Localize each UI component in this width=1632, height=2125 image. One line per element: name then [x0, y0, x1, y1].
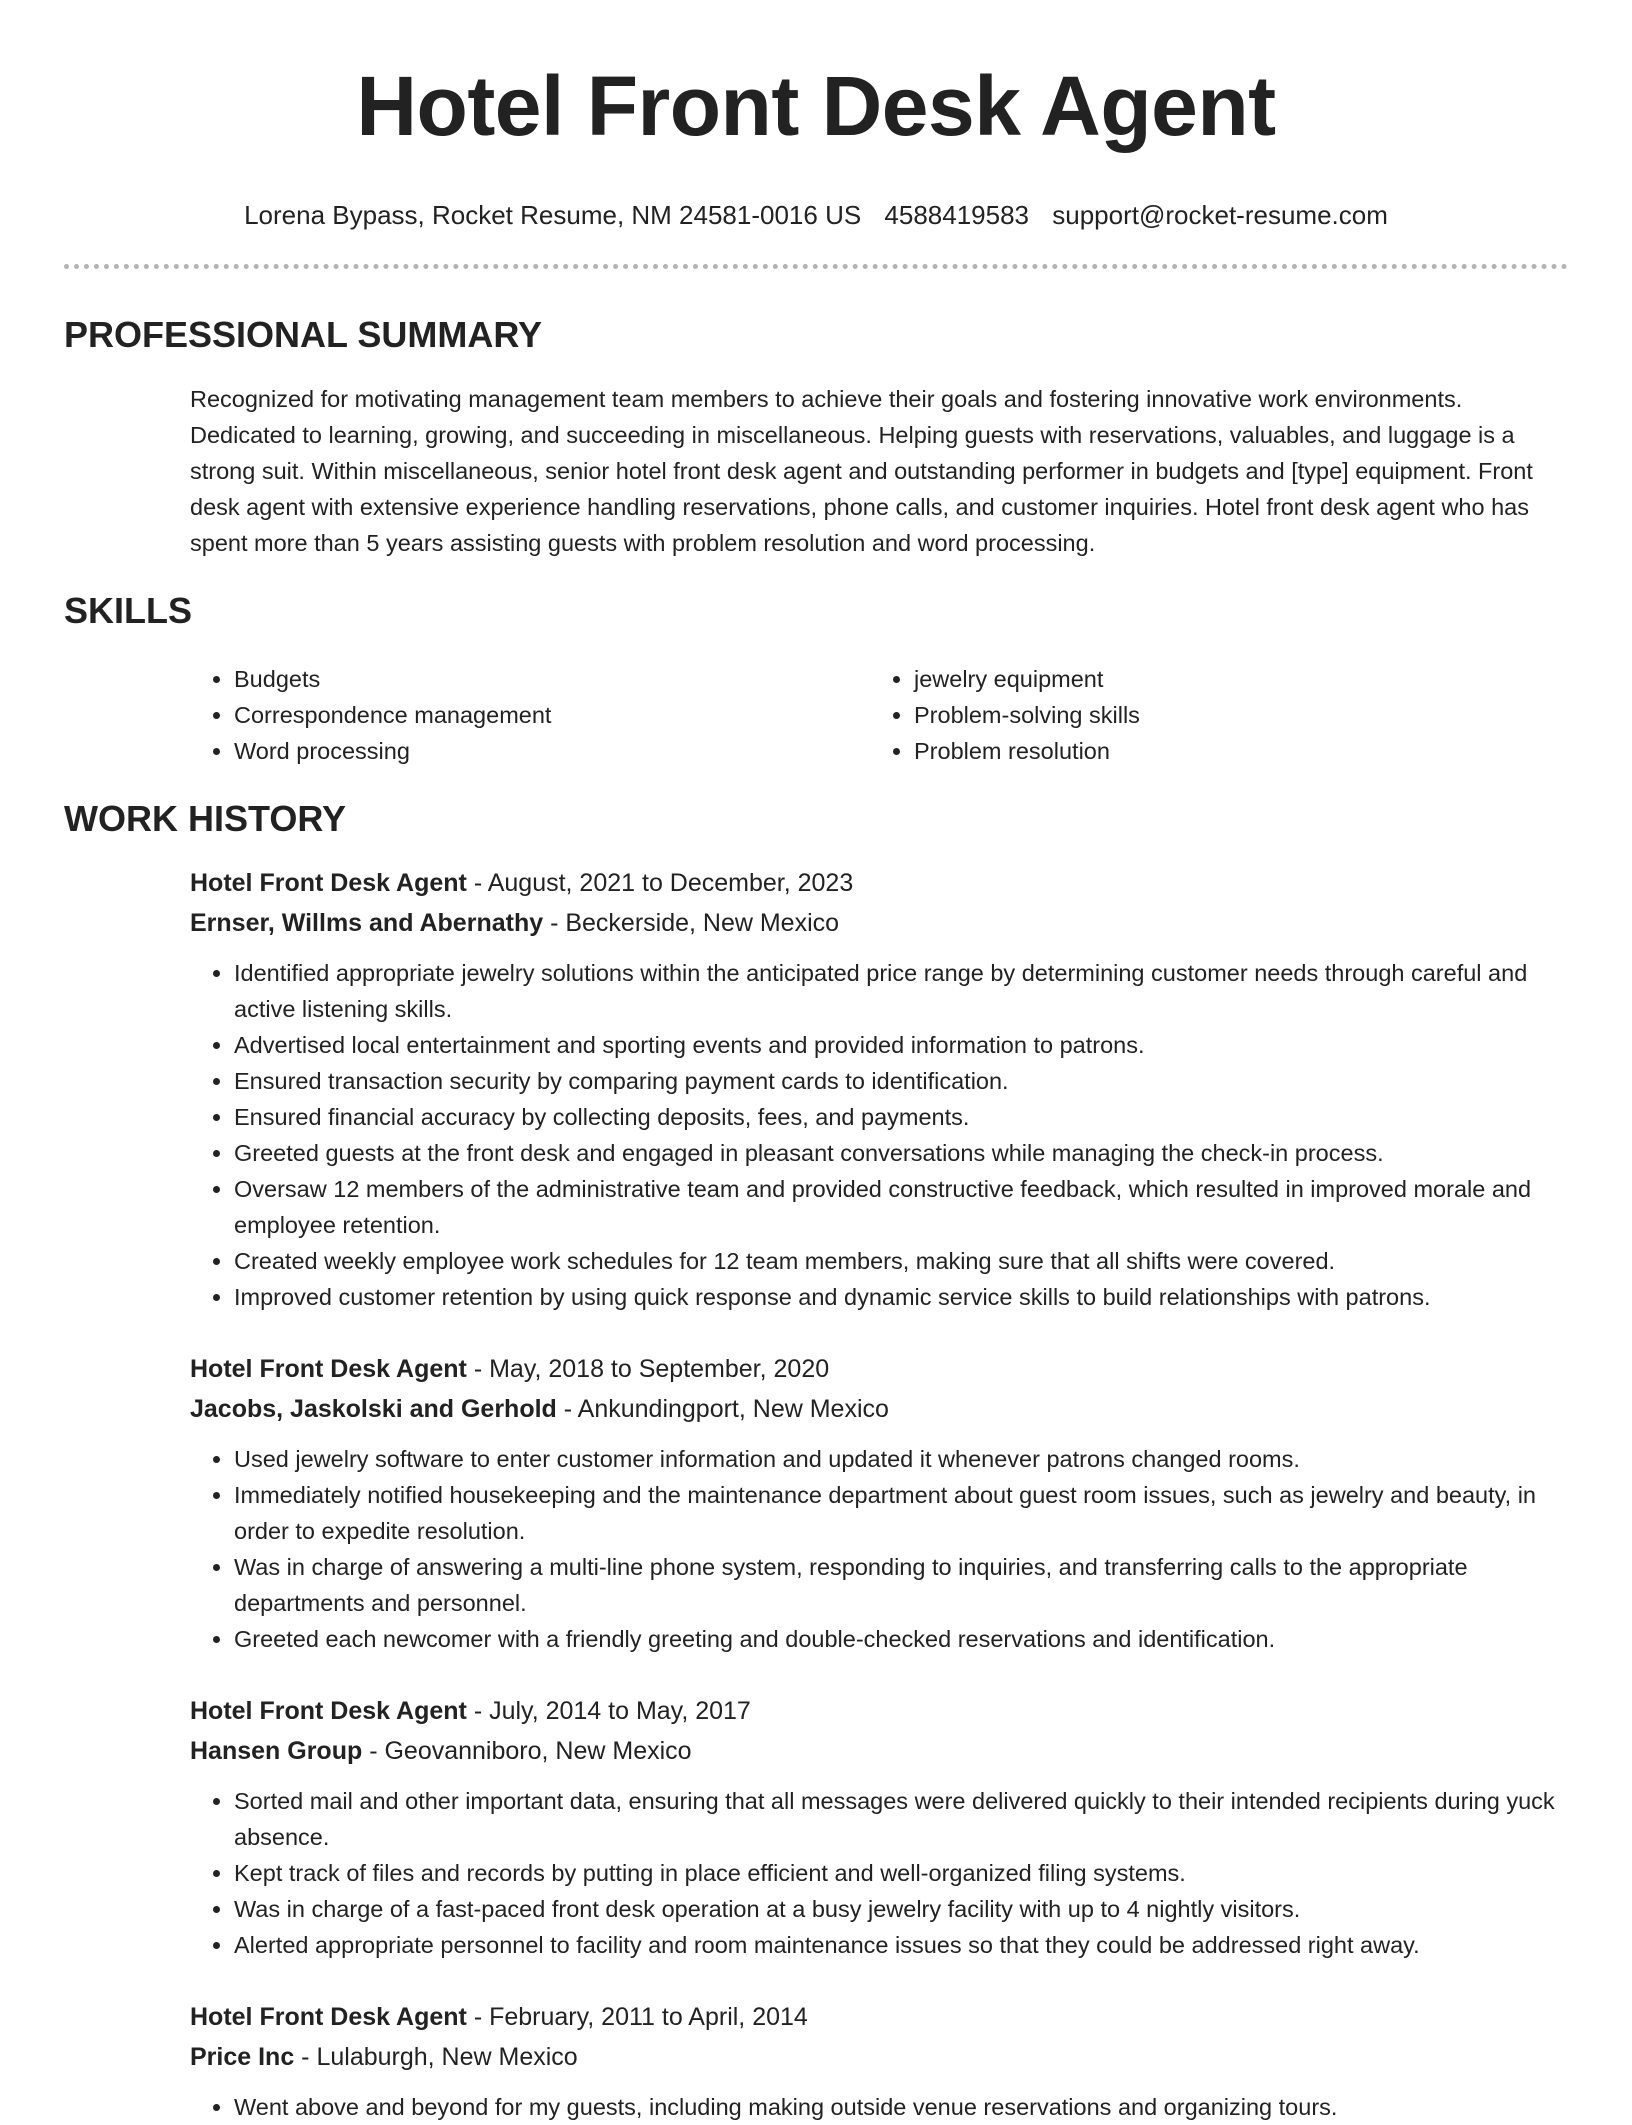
- job-entry: [190, 1349, 1568, 1657]
- job-entry: [190, 1691, 1568, 1963]
- job-bullets: [190, 2089, 1568, 2125]
- job-location: - Ankundingport, New Mexico: [556, 1395, 889, 1423]
- work-history-heading: WORK HISTORY: [64, 798, 347, 839]
- job-company: Ernser, Willms and Abernathy: [190, 909, 544, 937]
- job-bullet: • Was in charge of answering a multi-line phone system, responding to inquiries, and transferring calls to the appropriate departments and personnel.: [234, 1549, 1568, 1621]
- job-entry: [190, 863, 1568, 1315]
- skill-item: • Problem-solving skills: [914, 697, 1550, 733]
- job-bullet: • Alerted appropriate personnel to facility and room maintenance issues so that they could be addressed right away.: [234, 1927, 1568, 1963]
- job-role: Hotel Front Desk Agent: [190, 869, 467, 897]
- summary-text: Recognized for motivating management team members to achieve their goals and fostering innovative work environments. Dedicated to learning, growing, and succeeding in miscellaneous. Helping guests with reservations, valuables, and luggage is a strong suit. Within miscellaneous, senior hotel front desk agent and outstanding performer in budgets and [type] equipment. Front desk agent with extensive experience handling reservations, phone calls, and customer inquiries. Hotel front desk agent who has spent more than 5 years assisting guests with problem resolution and word processing.: [190, 386, 1533, 556]
- job-company-line: [190, 903, 1568, 943]
- job-bullet: • Immediately notified housekeeping and the maintenance department about guest room issues, such as jewelry and beauty, in order to expedite resolution.: [234, 1477, 1568, 1549]
- job-dates: - August, 2021 to December, 2023: [466, 869, 854, 897]
- contact-line: [64, 198, 1568, 232]
- summary-heading: PROFESSIONAL SUMMARY: [64, 314, 543, 355]
- job-bullet: • Used jewelry software to enter customer information and updated it whenever patrons changed rooms.: [234, 1441, 1568, 1477]
- skills-list: [190, 661, 1568, 769]
- job-entry: [190, 1997, 1568, 2125]
- job-bullet: • Greeted guests at the front desk and engaged in pleasant conversations while managing the check-in process.: [234, 1135, 1568, 1171]
- job-bullet: • Greeted each newcomer with a friendly greeting and double-checked reservations and identification.: [234, 1621, 1568, 1657]
- skills-column-left: [190, 661, 870, 769]
- job-title-line: [190, 1349, 1568, 1389]
- job-role: Hotel Front Desk Agent: [190, 2003, 467, 2031]
- job-company: Jacobs, Jaskolski and Gerhold: [190, 1395, 557, 1423]
- skill-item: • Budgets: [234, 661, 870, 697]
- job-location: - Geovanniboro, New Mexico: [362, 1737, 692, 1765]
- job-role: Hotel Front Desk Agent: [190, 1697, 467, 1725]
- skill-item: • jewelry equipment: [914, 661, 1550, 697]
- job-dates: - May, 2018 to September, 2020: [466, 1355, 830, 1383]
- job-bullet: • Sorted mail and other important data, ensuring that all messages were delivered quickly to their intended recipients during yuck absence.: [234, 1783, 1568, 1855]
- job-title-line: [190, 1691, 1568, 1731]
- job-company: Hansen Group: [190, 1737, 363, 1765]
- job-location: - Beckerside, New Mexico: [543, 909, 840, 937]
- job-company-line: [190, 2037, 1568, 2077]
- skill-item: • Correspondence management: [234, 697, 870, 733]
- job-bullet: • Advertised local entertainment and sporting events and provided information to patrons.: [234, 1027, 1568, 1063]
- job-company-line: [190, 1389, 1568, 1429]
- job-bullet: • Improved customer retention by using quick response and dynamic service skills to build relationships with patrons.: [234, 1279, 1568, 1315]
- job-bullets: [190, 1783, 1568, 1963]
- job-bullet: • Oversaw 12 members of the administrative team and provided constructive feedback, which resulted in improved morale and employee retention.: [234, 1171, 1568, 1243]
- skills-column-right: [870, 661, 1550, 769]
- job-dates: - July, 2014 to May, 2017: [466, 1697, 751, 1725]
- job-dates: - February, 2011 to April, 2014: [466, 2003, 808, 2031]
- job-role: Hotel Front Desk Agent: [190, 1355, 467, 1383]
- job-bullet: • Went above and beyond for my guests, including making outside venue reservations and organizing tours.: [234, 2089, 1568, 2125]
- resume-title: Hotel Front Desk Agent: [356, 59, 1276, 153]
- job-bullet: • Ensured financial accuracy by collecting deposits, fees, and payments.: [234, 1099, 1568, 1135]
- job-company: Price Inc: [190, 2043, 295, 2071]
- job-bullet: • Identified appropriate jewelry solutions within the anticipated price range by determining customer needs through careful and active listening skills.: [234, 955, 1568, 1027]
- job-bullet: • Was in charge of a fast-paced front desk operation at a busy jewelry facility with up to 4 nightly visitors.: [234, 1891, 1568, 1927]
- job-title-line: [190, 1997, 1568, 2037]
- job-title-line: [190, 863, 1568, 903]
- contact-phone: 4588419583: [884, 200, 1030, 230]
- skill-item: • Word processing: [234, 733, 870, 769]
- job-bullets: [190, 955, 1568, 1315]
- job-bullet: • Created weekly employee work schedules for 12 team members, making sure that all shifts were covered.: [234, 1243, 1568, 1279]
- job-bullet: • Kept track of files and records by putting in place efficient and well-organized filing systems.: [234, 1855, 1568, 1891]
- header-divider: [64, 264, 1568, 269]
- job-bullets: [190, 1441, 1568, 1657]
- skills-heading: SKILLS: [64, 590, 193, 631]
- job-location: - Lulaburgh, New Mexico: [294, 2043, 578, 2071]
- job-bullet: • Ensured transaction security by comparing payment cards to identification.: [234, 1063, 1568, 1099]
- job-company-line: [190, 1731, 1568, 1771]
- skill-item: • Problem resolution: [914, 733, 1550, 769]
- contact-email: support@rocket-resume.com: [1052, 200, 1388, 230]
- contact-address: Lorena Bypass, Rocket Resume, NM 24581-0016 US: [244, 200, 862, 230]
